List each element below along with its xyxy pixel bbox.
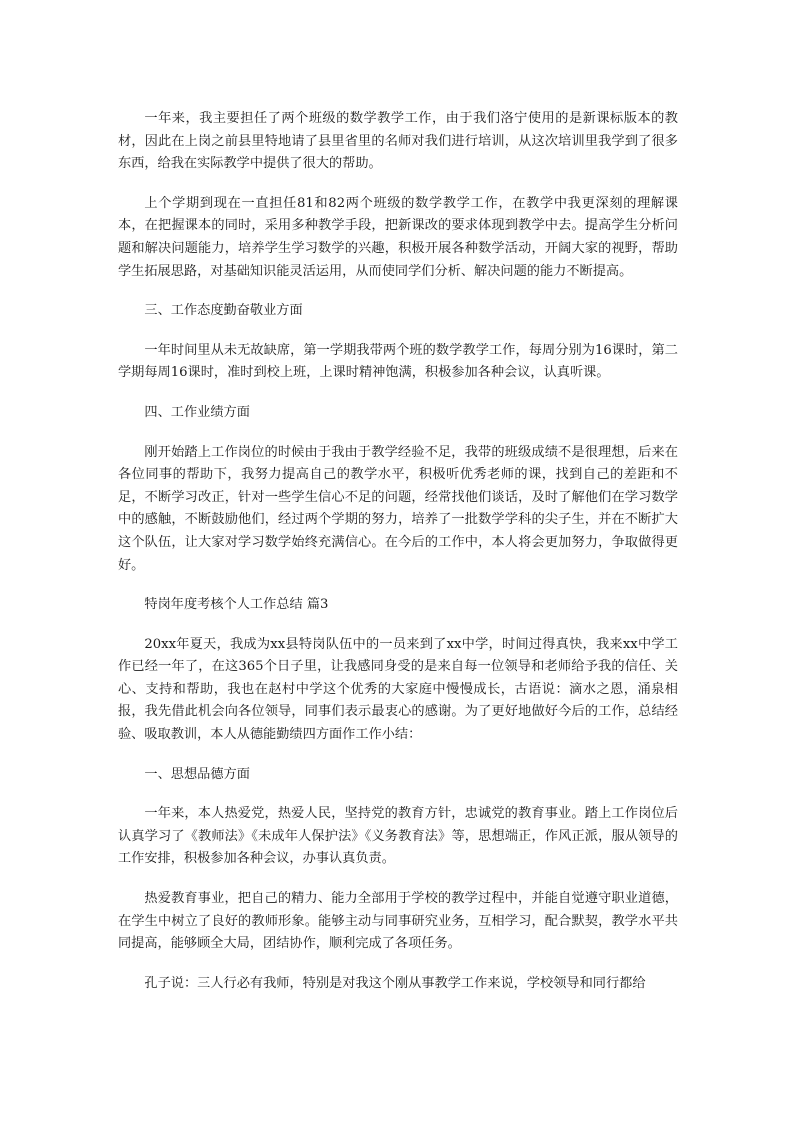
paragraph-summer-intro: 20xx年夏天，我成为xx县特岗队伍中的一员来到了xx中学，时间过得真快，我来xx中学工作已经一年了，在这365个日子里，让我感同身受的是来自每一位领导和老师给予我的信任、关心、支持和帮助，我也在赵村中学这个优秀的大家庭中慢慢成长，古语说：滴水之恩，涌泉相报，我先借此机会向各位领导，同事们表示最衷心的感谢。为了更好地做好今后的工作，总结经验、吸取教训，本人从德能勤绩四方面作工作小结：: [118, 636, 678, 743]
paragraph-morality: 一年来，本人热爱党，热爱人民，坚持党的教育方针，忠诚党的教育事业。踏上工作岗位后认真学习了《教师法》《未成年人保护法》《义务教育法》等，思想端正，作风正派，服从领导的工作安排，积极参加各种会议，办事认真负责。: [118, 806, 678, 867]
document-body: [118, 108, 678, 1012]
paragraph-confucius: 孔子说：三人行必有我师，特别是对我这个刚从事教学工作来说，学校领导和同行都给: [144, 975, 646, 991]
section-heading-morality: 一、思想品德方面: [144, 766, 250, 782]
paragraph-teaching-intro: 一年来，我主要担任了两个班级的数学教学工作，由于我们洛宁使用的是新课标版本的教材，因此在上岗之前县里特地请了县里省里的名师对我们进行培训，从这次培训里我学到了很多东西，给我在实际教学中提供了很大的帮助。: [118, 111, 678, 172]
paragraph-attendance: 一年时间里从未无故缺席，第一学期我带两个班的数学教学工作，每周分别为16课时，第二学期每周16课时，准时到校上班，上课时精神饱满，积极参加各种会议，认真听课。: [118, 342, 678, 381]
section-heading-performance: 四、工作业绩方面: [144, 404, 250, 420]
paragraph-performance: 刚开始踏上工作岗位的时候由于我由于教学经验不足，我带的班级成绩不是很理想，后来在各位同事的帮助下，我努力提高自己的教学水平，积极听优秀老师的课，找到自己的差距和不足，不断学习改正，针对一些学生信心不足的问题，经常找他们谈话，及时了解他们在学习数学中的感触，不断鼓励他们，经过两个学期的努力，培养了一批数学学科的尖子生，并在不断扩大这个队伍，让大家对学习数学始终充满信心。在今后的工作中，本人将会更加努力，争取做得更好。: [118, 444, 678, 573]
paragraph-dedication: 热爱教育事业，把自己的精力、能力全部用于学校的教学过程中，并能自觉遵守职业道德，在学生中树立了良好的教师形象。能够主动与同事研究业务，互相学习，配合默契，教学水平共同提高，能够顾全大局，团结协作，顺利完成了各项任务。: [118, 891, 678, 952]
section-heading-attitude: 三、工作态度勤奋敬业方面: [144, 303, 303, 319]
paragraph-class-81-82: 上个学期到现在一直担任81和82两个班级的数学教学工作，在教学中我更深刻的理解课本，在把握课本的同时，采用多种教学手段，把新课改的要求体现到教学中去。提高学生分析问题和解决问题能力，培养学生学习数学的兴趣，积极开展各种数学活动，开阔大家的视野，帮助学生拓展思路，对基础知识能灵活运用，从而使同学们分析、解决问题的能力不断提高。: [118, 195, 678, 279]
article-title-part-3: 特岗年度考核个人工作总结 篇3: [144, 597, 329, 613]
